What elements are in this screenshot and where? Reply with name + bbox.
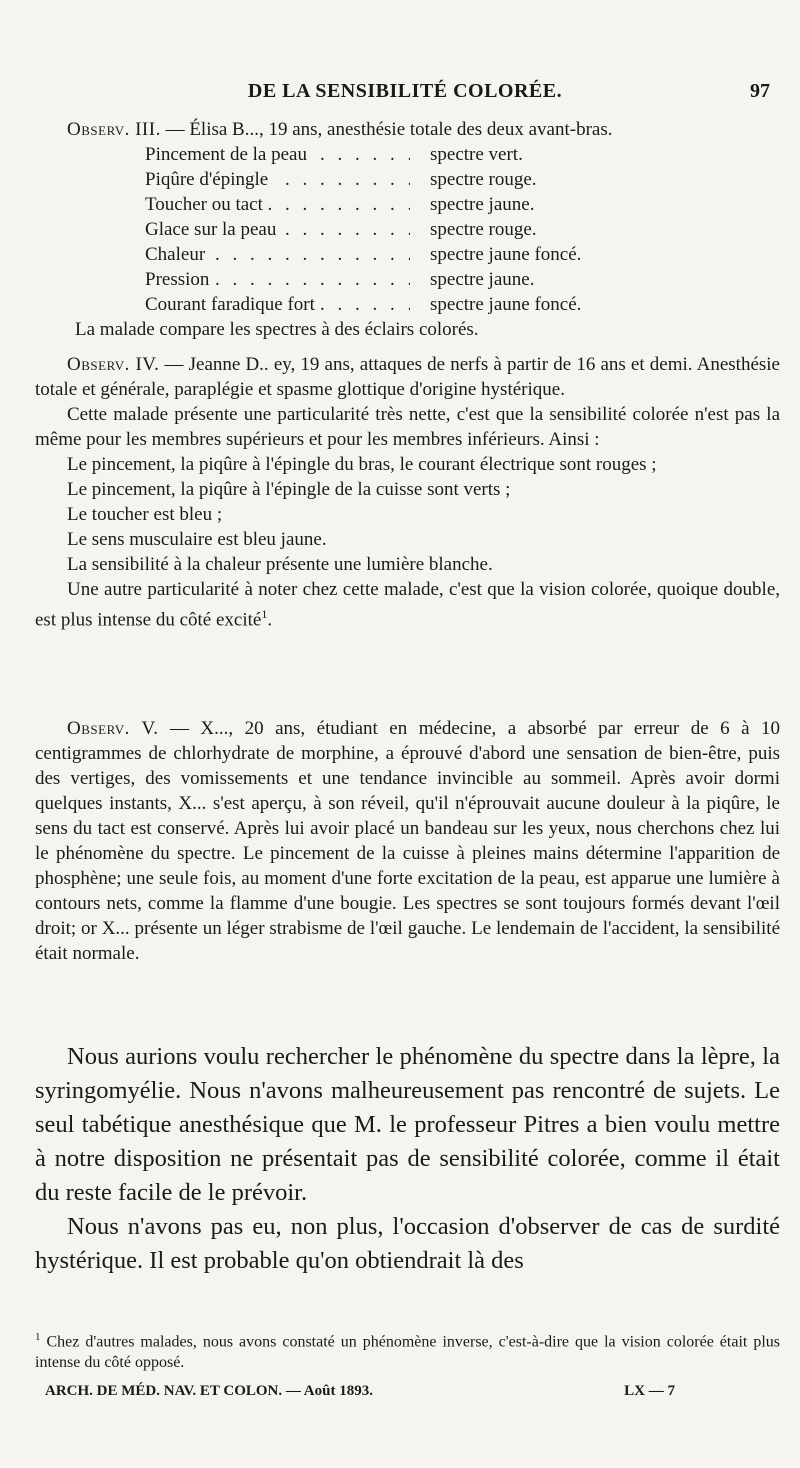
table-row (145, 192, 780, 217)
stimulus-label: Piqûre d'épingle (145, 169, 272, 190)
response-label: spectre jaune. (430, 269, 535, 290)
table-row (145, 267, 780, 292)
response-label: spectre jaune foncé. (430, 244, 582, 265)
paragraph: Nous aurions voulu rechercher le phénomène du spectre dans la lèpre, la syringomyélie. Nous n'avons malheureusement pas rencontré de sujets. Le seul tabétique anesthésique que M. le professeur Pitres a bien voulu mettre à notre disposition ne présentait pas de sensibilité colorée, comme il était du reste facile de le prévoir. (35, 1043, 780, 1206)
paragraph: Cette malade présente une particularité très nette, c'est que la sensibilité colorée n'est pas la même pour les membres supérieurs et pour les membres inférieurs. Ainsi : (35, 404, 780, 450)
paragraph: Nous n'avons pas eu, non plus, l'occasion d'observer de cas de surdité hystérique. Il est probable qu'on obtiendrait là des (35, 1213, 780, 1274)
paragraph (35, 577, 780, 632)
table-row (145, 217, 780, 242)
paragraph: Le pincement, la piqûre à l'épingle de la cuisse sont verts ; (67, 479, 511, 500)
observation-3 (35, 117, 780, 342)
stimulus-label: Toucher ou tact (145, 194, 267, 215)
table-row (145, 142, 780, 167)
observation-4-text: — Jeanne D.. ey, 19 ans, attaques de nerfs à partir de 16 ans et demi. Anesthésie totale et générale, paraplégie et spasme glottique d'origine hystérique. (35, 354, 780, 400)
paragraph: La sensibilité à la chaleur présente une lumière blanche. (67, 554, 493, 575)
observation-5-text: — X..., 20 ans, étudiant en médecine, a absorbé par erreur de 6 à 10 centigrammes de chlorhydrate de morphine, a éprouvé d'abord une sensation de bien-être, puis des vertiges, des vomissements et une tendance invincible au sommeil. Après avoir dormi quelques instants, X... s'est aperçu, à son réveil, qu'il n'éprouvait aucune douleur à la piqûre, le sens du tact est conservé. Après lui avoir placé un bandeau sur les yeux, nous cherchons chez lui le phénomène du spectre. Le pincement de la cuisse à pleines mains détermine l'apparition de phosphène; une seule fois, au moment d'une forte excitation de la peau, est apparue une lumière à contours nets, comme la flamme d'une bougie. Les spectres se sont toujours formés devant l'œil droit; or X... présente un léger strabisme de l'œil gauche. Le lendemain de l'accident, la sensibilité était normale. (35, 718, 780, 964)
running-title: DE LA SENSIBILITÉ COLORÉE. (247, 80, 563, 102)
observation-3-text: — Élisa B..., 19 ans, anesthésie totale des deux avant-bras. (160, 119, 613, 140)
observation-4-intro (35, 352, 780, 402)
table-row (145, 242, 780, 267)
response-label: spectre rouge. (430, 169, 537, 190)
page-number: 97 (750, 80, 770, 102)
observation-5-label: Observ. V. (67, 718, 159, 739)
stimulus-table (145, 142, 780, 317)
main-text (35, 1040, 780, 1278)
stimulus-label: Glace sur la peau (145, 219, 280, 240)
observation-4 (35, 352, 780, 632)
observation-3-closing: La malade compare les spectres à des éclairs colorés. (75, 319, 479, 340)
footnote (35, 1327, 780, 1373)
footnote-marker: 1 (35, 1331, 41, 1343)
stimulus-label: Chaleur (145, 244, 209, 265)
table-row (145, 167, 780, 192)
paragraph-end: . (267, 609, 273, 631)
footnote-text: Chez d'autres malades, nous avons constaté un phénomène inverse, c'est-à-dire que la vision colorée était plus intense du côté opposé. (35, 1333, 780, 1372)
observation-3-label: Observ. III. (67, 119, 161, 140)
observation-5 (35, 716, 780, 966)
stimulus-label: Courant faradique fort (145, 294, 319, 315)
response-label: spectre vert. (430, 144, 523, 165)
response-label: spectre rouge. (430, 219, 537, 240)
paragraph-text: Une autre particularité à noter chez cette malade, c'est que la vision colorée, quoique double, est plus intense du côté excité (35, 579, 780, 631)
observation-3-intro (35, 117, 780, 142)
stimulus-label: Pincement de la peau (145, 144, 311, 165)
footnote-reference[interactable]: 1 (261, 607, 268, 621)
paragraph: Le sens musculaire est bleu jaune. (67, 529, 327, 550)
paragraph: Le toucher est bleu ; (67, 504, 223, 525)
observation-5-intro (35, 716, 780, 966)
page-footer (45, 1383, 675, 1400)
response-label: spectre jaune. (430, 194, 535, 215)
running-header (40, 80, 770, 110)
response-label: spectre jaune foncé. (430, 294, 582, 315)
stimulus-label: Pression (145, 269, 213, 290)
observation-4-label: Observ. IV. (67, 354, 160, 375)
paragraph: Le pincement, la piqûre à l'épingle du bras, le courant électrique sont rouges ; (67, 454, 657, 475)
table-row (145, 292, 780, 317)
journal-citation: ARCH. DE MÉD. NAV. ET COLON. — Août 1893. (45, 1383, 373, 1399)
signature-mark: LX — 7 (624, 1383, 675, 1399)
